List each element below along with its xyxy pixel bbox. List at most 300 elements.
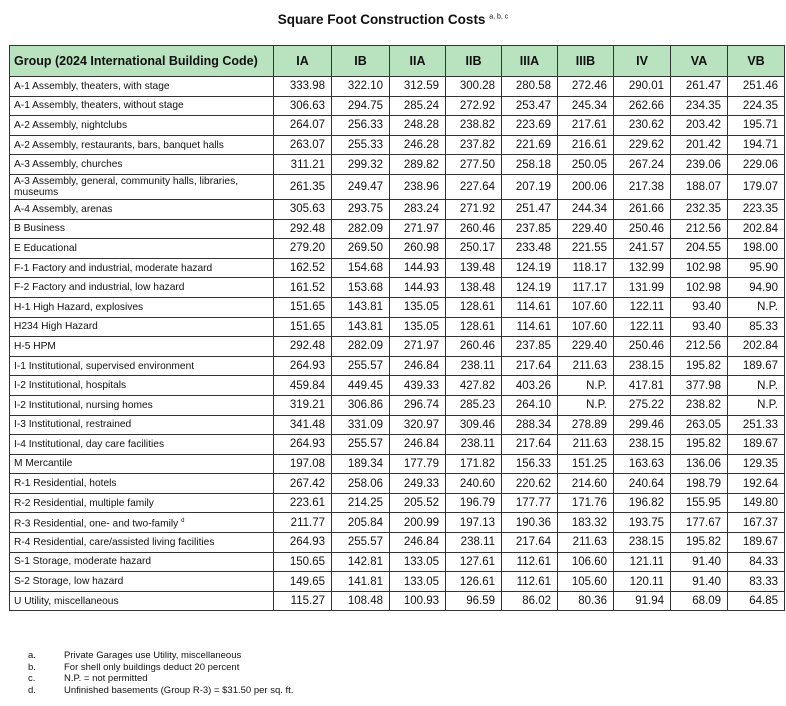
cost-cell: 197.13 — [446, 513, 502, 533]
cost-cell: 85.33 — [728, 317, 785, 337]
cost-cell: 129.35 — [728, 454, 785, 474]
cost-cell: 232.35 — [671, 199, 728, 219]
row-group-text: U Utility, miscellaneous — [14, 595, 119, 607]
cost-cell: 251.33 — [728, 415, 785, 435]
cost-cell: 417.81 — [614, 376, 671, 396]
cost-cell: 262.66 — [614, 96, 671, 116]
cost-cell: 94.90 — [728, 278, 785, 298]
row-group-label — [10, 395, 274, 415]
cost-cell: 238.15 — [614, 435, 671, 455]
cost-cell: 264.10 — [502, 395, 558, 415]
cost-cell: 136.06 — [671, 454, 728, 474]
cost-cell: 183.32 — [558, 513, 614, 533]
table-row — [10, 77, 785, 97]
cost-cell: 149.80 — [728, 493, 785, 513]
table-row — [10, 415, 785, 435]
cost-cell: 331.09 — [332, 415, 390, 435]
cost-cell: 122.11 — [614, 317, 671, 337]
cost-cell: N.P. — [728, 297, 785, 317]
cost-cell: 189.34 — [332, 454, 390, 474]
cost-cell: 293.75 — [332, 199, 390, 219]
cost-cell: 256.33 — [332, 116, 390, 136]
cost-cell: 249.47 — [332, 174, 390, 199]
cost-cell: 91.40 — [671, 572, 728, 592]
cost-cell: 91.40 — [671, 552, 728, 572]
cost-cell: 167.37 — [728, 513, 785, 533]
cost-cell: 292.48 — [274, 219, 332, 239]
row-group-label — [10, 155, 274, 175]
page-title — [0, 12, 786, 27]
footnote-text: For shell only buildings deduct 20 percent — [64, 661, 240, 673]
row-group-text: A-2 Assembly, restaurants, bars, banquet halls — [14, 139, 224, 151]
cost-cell: 83.33 — [728, 572, 785, 592]
table-row — [10, 239, 785, 259]
row-group-text: B Business — [14, 223, 65, 235]
cost-cell: N.P. — [728, 376, 785, 396]
cost-cell: 223.35 — [728, 199, 785, 219]
cost-cell: 139.48 — [446, 258, 502, 278]
row-group-text: I-1 Institutional, supervised environment — [14, 360, 195, 372]
row-footnote-mark: d — [181, 518, 185, 525]
cost-cell: 241.57 — [614, 239, 671, 259]
row-group-text: R-2 Residential, multiple family — [14, 497, 154, 509]
cost-cell: 64.85 — [728, 591, 785, 611]
cost-cell: 100.93 — [390, 591, 446, 611]
table-row — [10, 474, 785, 494]
footnote — [28, 662, 293, 674]
cost-cell: 102.98 — [671, 278, 728, 298]
cost-cell: 237.82 — [446, 135, 502, 155]
cost-cell: 217.61 — [558, 116, 614, 136]
cost-cell: 250.17 — [446, 239, 502, 259]
cost-cell: 312.59 — [390, 77, 446, 97]
header-iv: IV — [614, 46, 671, 77]
cost-cell: 214.60 — [558, 474, 614, 494]
cost-cell: 124.19 — [502, 278, 558, 298]
table-body — [10, 77, 785, 611]
table-row — [10, 278, 785, 298]
cost-cell: 263.05 — [671, 415, 728, 435]
table-row — [10, 337, 785, 357]
cost-cell: 280.58 — [502, 77, 558, 97]
cost-cell: 171.76 — [558, 493, 614, 513]
row-group-label — [10, 435, 274, 455]
cost-cell: 255.57 — [332, 435, 390, 455]
cost-cell: 108.48 — [332, 591, 390, 611]
footnote-text: N.P. = not permitted — [64, 673, 148, 684]
cost-cell: 238.82 — [671, 395, 728, 415]
cost-cell: 193.75 — [614, 513, 671, 533]
cost-cell: 306.86 — [332, 395, 390, 415]
cost-cell: 260.46 — [446, 337, 502, 357]
cost-cell: 255.57 — [332, 533, 390, 553]
row-group-text: F-1 Factory and industrial, moderate hazard — [14, 262, 213, 274]
cost-cell: 264.93 — [274, 533, 332, 553]
cost-cell: 264.93 — [274, 356, 332, 376]
cost-cell: 118.17 — [558, 258, 614, 278]
cost-cell: 285.24 — [390, 96, 446, 116]
row-group-text: S-1 Storage, moderate hazard — [14, 556, 152, 568]
header-ia: IA — [274, 46, 332, 77]
cost-cell: 253.47 — [502, 96, 558, 116]
cost-cell: 261.47 — [671, 77, 728, 97]
cost-cell: 258.18 — [502, 155, 558, 175]
cost-cell: 150.65 — [274, 552, 332, 572]
cost-cell: 156.33 — [502, 454, 558, 474]
cost-cell: 217.64 — [502, 356, 558, 376]
cost-cell: 245.34 — [558, 96, 614, 116]
cost-cell: 171.82 — [446, 454, 502, 474]
cost-cell: 177.67 — [671, 513, 728, 533]
cost-cell: 238.96 — [390, 174, 446, 199]
cost-cell: 271.97 — [390, 219, 446, 239]
cost-cell: 196.79 — [446, 493, 502, 513]
table-row — [10, 356, 785, 376]
cost-cell: N.P. — [728, 395, 785, 415]
cost-cell: 120.11 — [614, 572, 671, 592]
cost-cell: 135.05 — [390, 317, 446, 337]
table-row — [10, 317, 785, 337]
row-group-text: I-2 Institutional, hospitals — [14, 380, 127, 392]
cost-cell: 251.47 — [502, 199, 558, 219]
cost-cell: 299.32 — [332, 155, 390, 175]
cost-cell: 198.00 — [728, 239, 785, 259]
cost-cell: 122.11 — [614, 297, 671, 317]
cost-cell: 195.82 — [671, 533, 728, 553]
cost-cell: 251.46 — [728, 77, 785, 97]
cost-cell: 126.61 — [446, 572, 502, 592]
cost-cell: 229.40 — [558, 337, 614, 357]
cost-cell: 278.89 — [558, 415, 614, 435]
cost-cell: 233.48 — [502, 239, 558, 259]
cost-cell: 155.95 — [671, 493, 728, 513]
cost-cell: 128.61 — [446, 317, 502, 337]
cost-cell: 403.26 — [502, 376, 558, 396]
cost-cell: 143.81 — [332, 297, 390, 317]
cost-cell: 227.64 — [446, 174, 502, 199]
cost-cell: 161.52 — [274, 278, 332, 298]
row-group-text: A-4 Assembly, arenas — [14, 203, 113, 215]
cost-cell: 250.05 — [558, 155, 614, 175]
table-row — [10, 297, 785, 317]
table-row — [10, 591, 785, 611]
cost-cell: 102.98 — [671, 258, 728, 278]
cost-cell: 135.05 — [390, 297, 446, 317]
cost-cell: 240.60 — [446, 474, 502, 494]
cost-cell: 272.92 — [446, 96, 502, 116]
footnote — [28, 673, 293, 685]
header-group: Group (2024 International Building Code) — [10, 46, 274, 77]
cost-cell: 115.27 — [274, 591, 332, 611]
row-group-label — [10, 77, 274, 97]
row-group-label — [10, 199, 274, 219]
cost-cell: 258.06 — [332, 474, 390, 494]
cost-cell: 305.63 — [274, 199, 332, 219]
cost-cell: 217.64 — [502, 533, 558, 553]
cost-cell: 238.11 — [446, 533, 502, 553]
cost-cell: 189.67 — [728, 435, 785, 455]
cost-cell: 237.85 — [502, 219, 558, 239]
cost-cell: 288.34 — [502, 415, 558, 435]
cost-cell: 223.61 — [274, 493, 332, 513]
cost-cell: 239.06 — [671, 155, 728, 175]
cost-cell: 237.85 — [502, 337, 558, 357]
table-row — [10, 572, 785, 592]
cost-cell: 223.69 — [502, 116, 558, 136]
cost-cell: 162.52 — [274, 258, 332, 278]
cost-cell: 205.84 — [332, 513, 390, 533]
table-row — [10, 155, 785, 175]
row-group-label — [10, 337, 274, 357]
cost-cell: 124.19 — [502, 258, 558, 278]
footnotes — [28, 650, 293, 696]
cost-cell: 211.63 — [558, 356, 614, 376]
cost-cell: 249.33 — [390, 474, 446, 494]
table-row — [10, 513, 785, 533]
row-group-text: I-3 Institutional, restrained — [14, 419, 132, 431]
cost-cell: 238.15 — [614, 533, 671, 553]
cost-cell: 238.82 — [446, 116, 502, 136]
row-group-label — [10, 317, 274, 337]
cost-cell: 449.45 — [332, 376, 390, 396]
cost-cell: 68.09 — [671, 591, 728, 611]
cost-cell: N.P. — [558, 376, 614, 396]
cost-cell: 144.93 — [390, 258, 446, 278]
cost-cell: 114.61 — [502, 317, 558, 337]
cost-cell: 179.07 — [728, 174, 785, 199]
cost-cell: 234.35 — [671, 96, 728, 116]
cost-cell: 204.55 — [671, 239, 728, 259]
table-row — [10, 493, 785, 513]
table-row — [10, 395, 785, 415]
cost-cell: 211.77 — [274, 513, 332, 533]
footnote-text: Private Garages use Utility, miscellaneous — [64, 650, 242, 661]
cost-cell: 131.99 — [614, 278, 671, 298]
cost-cell: 271.97 — [390, 337, 446, 357]
cost-cell: 283.24 — [390, 199, 446, 219]
cost-cell: 269.50 — [332, 239, 390, 259]
cost-cell: 211.63 — [558, 533, 614, 553]
cost-cell: 212.56 — [671, 337, 728, 357]
row-group-label — [10, 297, 274, 317]
cost-cell: 80.36 — [558, 591, 614, 611]
row-group-text: R-1 Residential, hotels — [14, 478, 117, 490]
cost-cell: 333.98 — [274, 77, 332, 97]
cost-cell: 292.48 — [274, 337, 332, 357]
cost-cell: 86.02 — [502, 591, 558, 611]
cost-cell: 149.65 — [274, 572, 332, 592]
cost-cell: 211.63 — [558, 435, 614, 455]
cost-cell: 221.69 — [502, 135, 558, 155]
cost-cell: 154.68 — [332, 258, 390, 278]
cost-cell: 96.59 — [446, 591, 502, 611]
row-group-text: H-5 HPM — [14, 340, 56, 352]
header-va: VA — [671, 46, 728, 77]
cost-cell: 106.60 — [558, 552, 614, 572]
table-row — [10, 552, 785, 572]
cost-cell: 377.98 — [671, 376, 728, 396]
cost-cell: 250.46 — [614, 219, 671, 239]
cost-cell: 198.79 — [671, 474, 728, 494]
cost-cell: 229.62 — [614, 135, 671, 155]
cost-cell: 255.33 — [332, 135, 390, 155]
cost-cell: 289.82 — [390, 155, 446, 175]
header-iiib: IIIB — [558, 46, 614, 77]
cost-cell: 216.61 — [558, 135, 614, 155]
row-group-text: A-1 Assembly, theaters, without stage — [14, 100, 184, 112]
cost-cell: 246.84 — [390, 435, 446, 455]
row-group-label — [10, 174, 274, 199]
cost-cell: 114.61 — [502, 297, 558, 317]
cost-cell: 320.97 — [390, 415, 446, 435]
row-group-label — [10, 493, 274, 513]
footnote-text: Unfinished basements (Group R-3) = $31.50 per sq. ft. — [64, 684, 294, 696]
row-group-label — [10, 454, 274, 474]
cost-cell: 299.46 — [614, 415, 671, 435]
cost-table — [9, 45, 785, 611]
cost-cell: 261.35 — [274, 174, 332, 199]
cost-cell: 285.23 — [446, 395, 502, 415]
cost-cell: 207.19 — [502, 174, 558, 199]
table-row — [10, 533, 785, 553]
cost-cell: 282.09 — [332, 219, 390, 239]
cost-cell: 261.66 — [614, 199, 671, 219]
cost-cell: 177.77 — [502, 493, 558, 513]
row-group-label — [10, 219, 274, 239]
cost-cell: 275.22 — [614, 395, 671, 415]
table-row — [10, 258, 785, 278]
table-row — [10, 199, 785, 219]
cost-cell: 195.82 — [671, 356, 728, 376]
cost-cell: 267.42 — [274, 474, 332, 494]
table-row — [10, 174, 785, 199]
cost-cell: 133.05 — [390, 552, 446, 572]
row-group-label — [10, 552, 274, 572]
header-vb: VB — [728, 46, 785, 77]
cost-cell: 244.34 — [558, 199, 614, 219]
cost-cell: 277.50 — [446, 155, 502, 175]
cost-cell: 195.82 — [671, 435, 728, 455]
cost-cell: 201.42 — [671, 135, 728, 155]
row-group-label — [10, 239, 274, 259]
cost-cell: 296.74 — [390, 395, 446, 415]
cost-cell: 260.98 — [390, 239, 446, 259]
cost-cell: 112.61 — [502, 552, 558, 572]
row-group-label — [10, 258, 274, 278]
cost-cell: 93.40 — [671, 297, 728, 317]
cost-cell: 151.25 — [558, 454, 614, 474]
cost-cell: 306.63 — [274, 96, 332, 116]
cost-cell: 319.21 — [274, 395, 332, 415]
cost-cell: 439.33 — [390, 376, 446, 396]
cost-cell: 200.06 — [558, 174, 614, 199]
row-group-label — [10, 278, 274, 298]
cost-cell: 300.28 — [446, 77, 502, 97]
cost-cell: 229.06 — [728, 155, 785, 175]
cost-cell: 138.48 — [446, 278, 502, 298]
table-row — [10, 435, 785, 455]
cost-cell: 229.40 — [558, 219, 614, 239]
table-row — [10, 96, 785, 116]
row-group-label — [10, 135, 274, 155]
cost-cell: 127.61 — [446, 552, 502, 572]
cost-cell: 197.08 — [274, 454, 332, 474]
row-group-label — [10, 96, 274, 116]
row-group-text: R-3 Residential, one- and two-family — [14, 518, 179, 530]
cost-cell: 246.28 — [390, 135, 446, 155]
cost-cell: 294.75 — [332, 96, 390, 116]
cost-cell: 151.65 — [274, 297, 332, 317]
row-group-text: A-3 Assembly, churches — [14, 159, 123, 171]
cost-cell: 203.42 — [671, 116, 728, 136]
cost-cell: 238.11 — [446, 435, 502, 455]
cost-cell: 163.63 — [614, 454, 671, 474]
cost-cell: 220.62 — [502, 474, 558, 494]
cost-cell: 190.36 — [502, 513, 558, 533]
row-group-text: A-3 Assembly, general, community halls, libraries, museums — [14, 175, 239, 198]
table-row — [10, 219, 785, 239]
row-group-text: R-4 Residential, care/assisted living facilities — [14, 536, 215, 548]
cost-cell: 128.61 — [446, 297, 502, 317]
cost-cell: 255.57 — [332, 356, 390, 376]
cost-cell: 309.46 — [446, 415, 502, 435]
cost-cell: 217.38 — [614, 174, 671, 199]
row-group-text: E Educational — [14, 242, 77, 254]
cost-cell: 195.71 — [728, 116, 785, 136]
cost-cell: 95.90 — [728, 258, 785, 278]
cost-cell: 271.92 — [446, 199, 502, 219]
header-ib: IB — [332, 46, 390, 77]
cost-cell: 230.62 — [614, 116, 671, 136]
row-group-label — [10, 513, 274, 533]
cost-cell: 93.40 — [671, 317, 728, 337]
cost-cell: 202.84 — [728, 219, 785, 239]
row-group-text: H234 High Hazard — [14, 321, 98, 333]
cost-cell: 112.61 — [502, 572, 558, 592]
cost-cell: 196.82 — [614, 493, 671, 513]
cost-cell: 200.99 — [390, 513, 446, 533]
cost-cell: 132.99 — [614, 258, 671, 278]
row-group-text: H-1 High Hazard, explosives — [14, 301, 144, 313]
header-iia: IIA — [390, 46, 446, 77]
cost-cell: 246.84 — [390, 533, 446, 553]
header-iib: IIB — [446, 46, 502, 77]
cost-cell: 133.05 — [390, 572, 446, 592]
header-row — [10, 46, 785, 77]
row-group-text: A-2 Assembly, nightclubs — [14, 119, 128, 131]
cost-cell: 121.11 — [614, 552, 671, 572]
cost-cell: 177.79 — [390, 454, 446, 474]
cost-cell: 279.20 — [274, 239, 332, 259]
cost-cell: 263.07 — [274, 135, 332, 155]
cost-cell: 282.09 — [332, 337, 390, 357]
cost-cell: 151.65 — [274, 317, 332, 337]
cost-cell: 238.15 — [614, 356, 671, 376]
footnote — [28, 685, 293, 697]
row-group-label — [10, 533, 274, 553]
cost-cell: 246.84 — [390, 356, 446, 376]
title-footnote-marks: a, b, c — [489, 13, 509, 21]
row-group-text: F-2 Factory and industrial, low hazard — [14, 282, 185, 294]
cost-cell: 153.68 — [332, 278, 390, 298]
cost-cell: 144.93 — [390, 278, 446, 298]
table-row — [10, 454, 785, 474]
cost-cell: 141.81 — [332, 572, 390, 592]
cost-cell: 142.81 — [332, 552, 390, 572]
cost-cell: 248.28 — [390, 116, 446, 136]
cost-cell: 107.60 — [558, 297, 614, 317]
cost-cell: 91.94 — [614, 591, 671, 611]
